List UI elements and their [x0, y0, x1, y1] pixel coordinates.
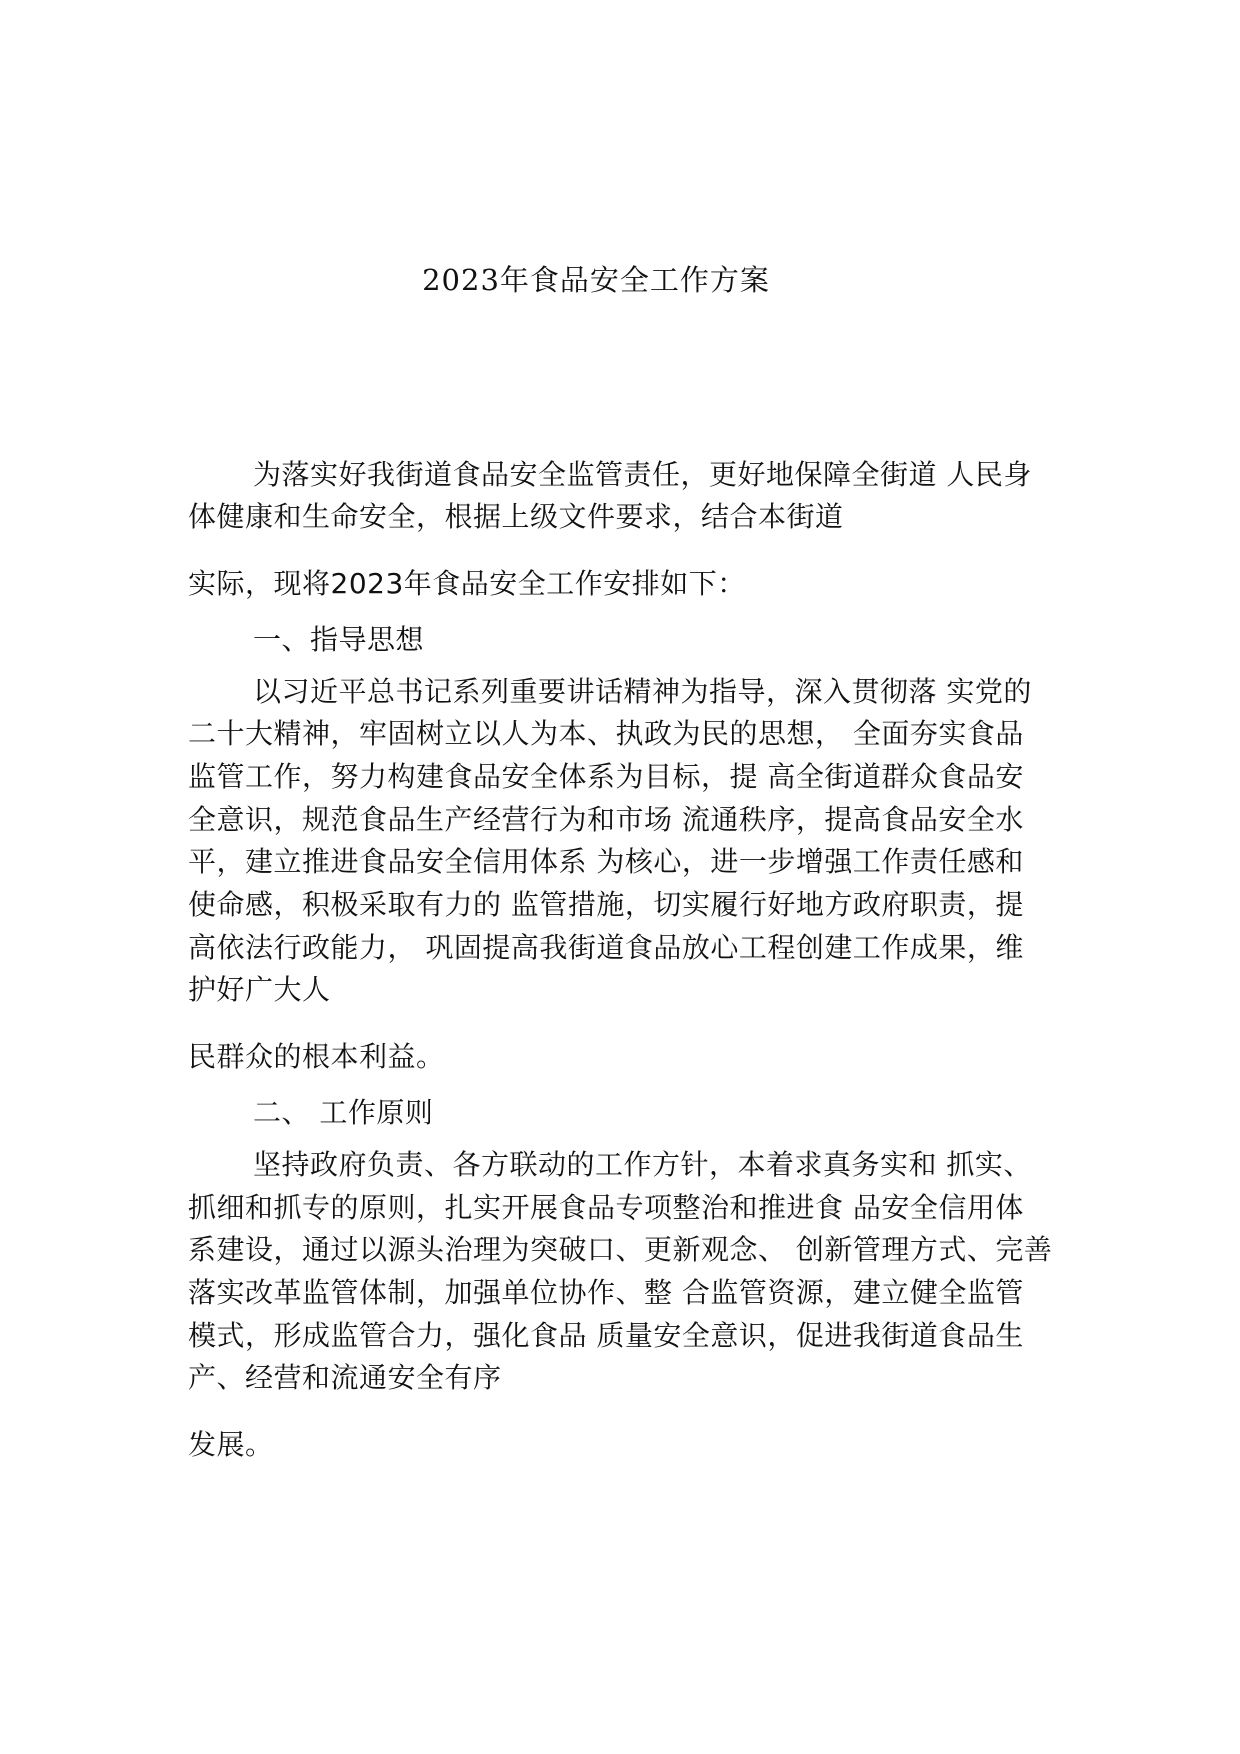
paragraph-line: 系建设，通过以源头治理为突破口、更新观念、 创新管理方式、完善	[188, 1233, 1053, 1266]
paragraph-line: 二十大精神，牢固树立以人为本、执政为民的思想， 全面夯实食品	[188, 717, 1024, 750]
section-heading: 二、 工作原则	[253, 1096, 434, 1129]
paragraph-line: 全意识，规范食品生产经营行为和市场 流通秩序，提高食品安全水	[188, 803, 1024, 836]
paragraph-line: 实际，现将2023年食品安全工作安排如下：	[188, 567, 746, 600]
paragraph-line: 发展。	[188, 1428, 274, 1461]
paragraph-line: 产、经营和流通安全有序	[188, 1361, 502, 1394]
paragraph-line: 抓细和抓专的原则，扎实开展食品专项整治和推进食 品安全信用体	[188, 1191, 1024, 1224]
paragraph-line: 使命感，积极采取有力的 监管措施，切实履行好地方政府职责，提	[188, 888, 1024, 921]
paragraph-line: 落实改革监管体制，加强单位协作、整 合监管资源，建立健全监管	[188, 1276, 1024, 1309]
paragraph-line: 以习近平总书记系列重要讲话精神为指导，深入贯彻落 实党的	[253, 675, 1032, 708]
paragraph-line: 高依法行政能力， 巩固提高我街道食品放心工程创建工作成果，维	[188, 931, 1024, 964]
paragraph-line: 坚持政府负责、各方联动的工作方针，本着求真务实和 抓实、	[253, 1148, 1032, 1181]
paragraph-line: 模式，形成监管合力，强化食品 质量安全意识，促进我街道食品生	[188, 1319, 1024, 1352]
document-title: 2023年食品安全工作方案	[422, 263, 770, 297]
paragraph-line: 平，建立推进食品安全信用体系 为核心，进一步增强工作责任感和	[188, 845, 1024, 878]
paragraph-line: 监管工作，努力构建食品安全体系为目标，提 高全街道群众食品安	[188, 760, 1024, 793]
paragraph-line: 体健康和生命安全，根据上级文件要求，结合本街道	[188, 500, 844, 533]
paragraph-line: 护好广大人	[188, 973, 331, 1006]
paragraph-line: 民群众的根本利益。	[188, 1040, 445, 1073]
paragraph-line: 为落实好我街道食品安全监管责任，更好地保障全街道 人民身	[253, 458, 1032, 491]
section-heading: 一、指导思想	[253, 623, 425, 656]
